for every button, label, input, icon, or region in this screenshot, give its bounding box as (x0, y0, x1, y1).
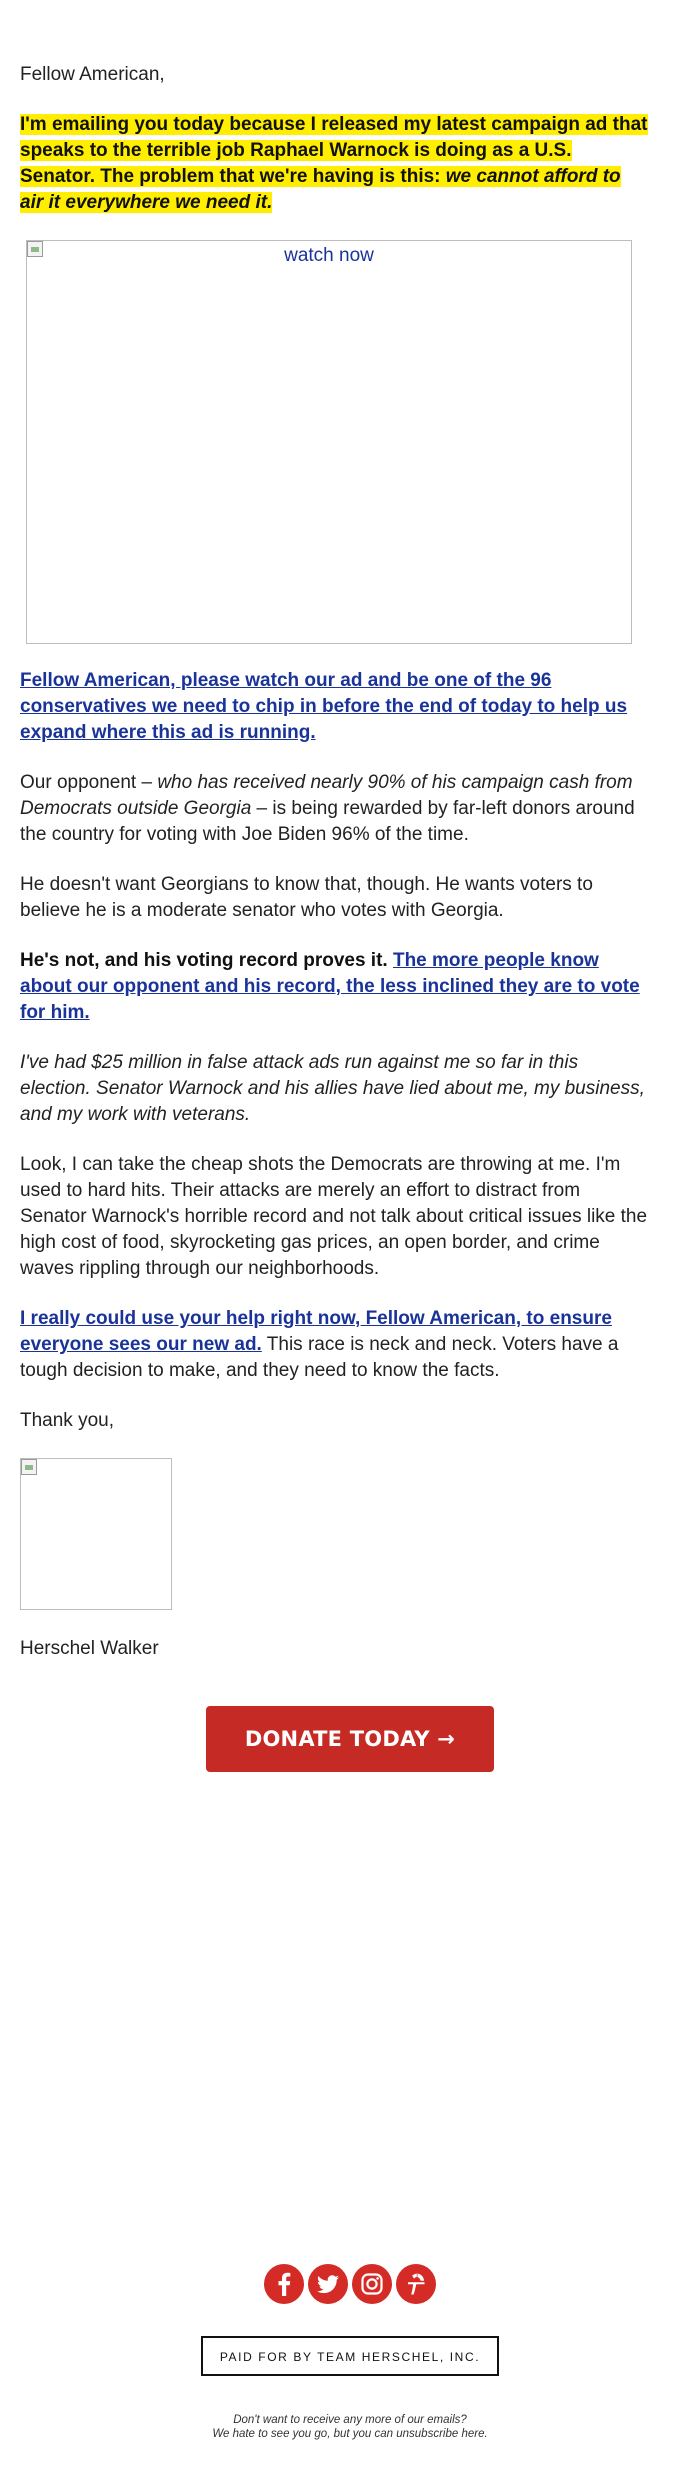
instagram-icon[interactable] (352, 2264, 392, 2304)
broken-image-icon (21, 1459, 37, 1475)
salutation: Fellow American, (20, 64, 165, 85)
gettr-icon[interactable] (396, 2264, 436, 2304)
opponent-italic: who has received nearly 90% of his campaign cash from Democrats outside Georgia (20, 772, 633, 819)
unsubscribe-footer (0, 2413, 700, 2441)
social-links (0, 2264, 700, 2304)
footer-line-1: Don't want to receive any more of our emails? (233, 2414, 467, 2426)
twitter-icon[interactable] (308, 2264, 348, 2304)
intro-highlight (20, 114, 648, 213)
opponent-suffix: – is being rewarded by far-left donors around the country for voting with Joe Biden 96% of the time. (20, 798, 635, 845)
opponent-prefix: Our opponent – (20, 772, 158, 793)
donate-section (0, 1706, 700, 1772)
intro-paragraph (20, 112, 648, 216)
record-bold: He's not, and his voting record proves it. (20, 950, 393, 971)
footer-line-2[interactable]: We hate to see you go, but you can unsubscribe here. (212, 2428, 488, 2440)
intro-italic: we cannot afford to air it everywhere we need it. (20, 166, 621, 213)
email-content (20, 62, 648, 1686)
help-link[interactable]: I really could use your help right now, Fellow American, to ensure everyone sees our new ad. (20, 1308, 612, 1355)
video-thumbnail[interactable] (26, 240, 632, 644)
record-paragraph (20, 948, 648, 1026)
watch-ad-paragraph (20, 668, 648, 746)
video-alt-text: watch now (284, 245, 374, 266)
help-paragraph (20, 1306, 648, 1384)
signature-image (20, 1458, 172, 1610)
cheap-shots-paragraph: Look, I can take the cheap shots the Democrats are throwing at me. I'm used to hard hits. Their attacks are merely an effort to distract from Senator Warnock's horrible record and not talk about critical issues like the high cost of food, skyrocketing gas prices, an open border, and crime waves rippling through our neighborhoods. (20, 1154, 648, 1279)
closing: Thank you, (20, 1410, 114, 1431)
attacks-paragraph (20, 1050, 648, 1128)
paid-for-section (0, 2336, 700, 2376)
moderate-paragraph: He doesn't want Georgians to know that, though. He wants voters to believe he is a moderate senator who votes with Georgia. (20, 874, 593, 921)
help-text: This race is neck and neck. Voters have a tough decision to make, and they need to know the facts. (20, 1334, 619, 1381)
attacks-italic: I've had $25 million in false attack ads run against me so far in this election. Senator Warnock and his allies have lied about me, my business, and my work with veterans. (20, 1052, 645, 1125)
watch-ad-link[interactable]: Fellow American, please watch our ad and be one of the 96 conservatives we need to chip in before the end of today to help us expand where this ad is running. (20, 670, 628, 743)
opponent-paragraph (20, 770, 648, 848)
facebook-icon[interactable] (264, 2264, 304, 2304)
paid-for-box: PAID FOR BY TEAM HERSCHEL, INC. (201, 2336, 499, 2376)
record-link[interactable]: The more people know about our opponent and his record, the less inclined they are to vote for him. (20, 950, 640, 1023)
intro-bold: I'm emailing you today because I released my latest campaign ad that speaks to the terrible job Raphael Warnock is doing as a U.S. Senator. The problem that we're having is this: (20, 114, 648, 187)
donate-button[interactable]: DONATE TODAY → (206, 1706, 494, 1772)
signature-name: Herschel Walker (20, 1638, 159, 1659)
